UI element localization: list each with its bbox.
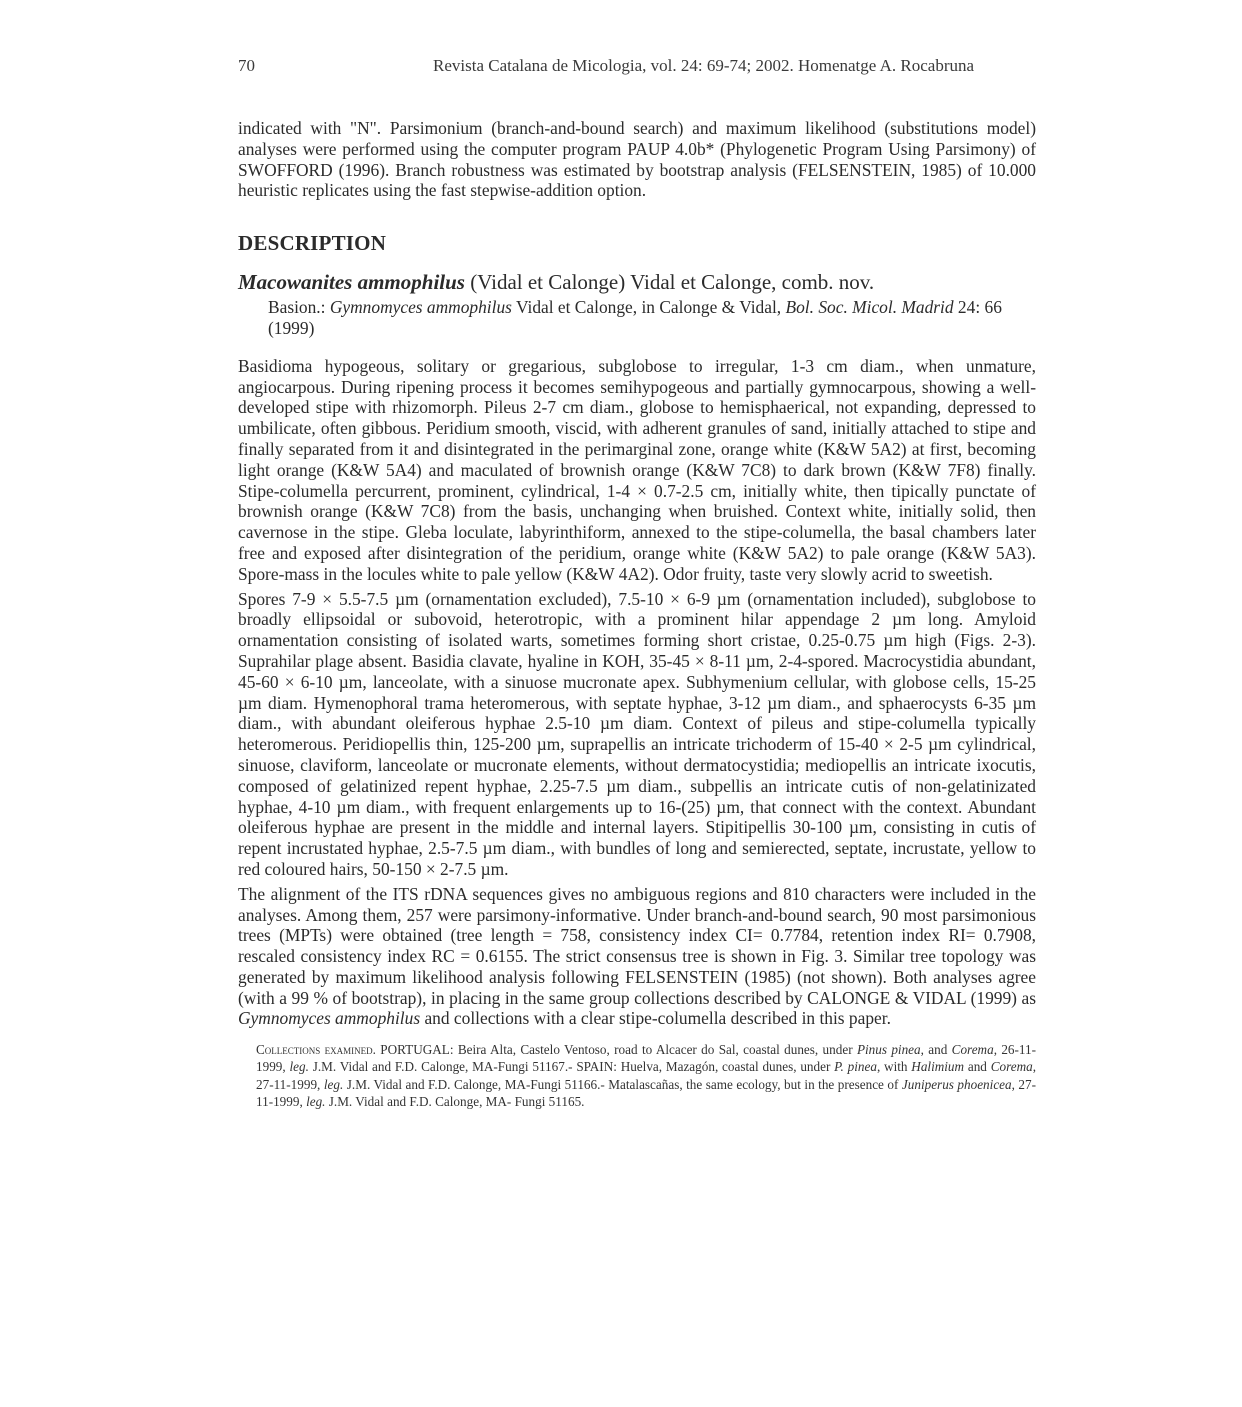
collections-taxon: Halimium — [911, 1059, 965, 1075]
basionym-text: Vidal et Calonge, in Calonge & Vidal, — [511, 297, 786, 318]
intro-paragraph: indicated with "N". Parsimonium (branch-and-bound search) and maximum likelihood (substitutions model) analyses were performed using the computer program PAUP 4.0b* (Phylogenetic Program Using Parsimony) of SWOFFORD (1996). Branch robustness was estimated by bootstrap analysis (FELSENSTEIN, 1985) of 10.000 heuristic replicates using the fast stepwise-addition option. — [238, 118, 1036, 201]
basionym-volume: 24: 66 (1999) — [268, 297, 1002, 338]
alignment-text: The alignment of the ITS rDNA sequences gives no ambiguous regions and 810 characters were included in the analyses. Among them, 257 were parsimony-informative. Under branch-and-bound search, 90 most parsimonious trees (MPTs) were obtained (tree length = 758, consistency index CI= 0.7784, retention index RI= 0.7908, rescaled consistency index RC = 0.6155. The strict consensus tree is shown in Fig. 3. Similar tree topology was generated by maximum likelihood analysis following FELSENSTEIN (1985) (not shown). Both analyses agree (with a 99 % of bootstrap), in placing in the same group collections described by CALONGE & VIDAL (1999) as — [238, 883, 1036, 1008]
collections-text: J.M. Vidal and F.D. Calonge, MA-Fungi 51166.- Matalascañas, the same ecology, but in the presence of — [343, 1076, 902, 1092]
spores-paragraph: Spores 7-9 × 5.5-7.5 µm (ornamentation excluded), 7.5-10 × 6-9 µm (ornamentation included), subglobose to broadly ellipsoidal or subovoid, heterotropic, with a prominent hilar appendage 2 µm long. Amyloid ornamentation consisting of isolated warts, sometimes forming short cristae, 0.25-0.75 µm high (Figs. 2-3). Suprahilar plage absent. Basidia clavate, hyaline in KOH, 35-45 × 8-11 µm, 2-4-spored. Macrocystidia abundant, 45-60 × 6-10 µm, lanceolate, with a sinuose mucronate apex. Subhymenium cellular, with globose cells, 15-25 µm diam. Hymenophoral trama heteromerous, with septate hyphae, 3-12 µm diam., and sphaerocysts 6-35 µm diam., with abundant oleiferous hyphae 2.5-10 µm diam. Context of pileus and stipe-columella typically heteromerous. Peridiopellis thin, 125-200 µm, suprapellis an intricate trichoderm of 15-40 × 2-5 µm cylindrical, sinuose, claviform, lanceolate or mucronate elements, without dermatocystidia; mediopellis an intricate ixocutis, composed of gelatinized repent hyphae, 2.25-7.5 µm diam., subpellis an intricate cutis of non-gelatinizated hyphae, 4-10 µm diam., with frequent enlargements up to 16-(25) µm, that connect with the context. Abundant oleiferous hyphae are present in the middle and internal layers. Stipitipellis 30-100 µm, consisting in cutis of repent incrustated hyphae, 2.5-7.5 µm diam., with bundles of long and semierected, septate, incrustate, yellow to red coloured hairs, 50-150 × 2-7.5 µm. — [238, 588, 1036, 879]
collections-leg: leg. — [323, 1076, 344, 1092]
collections-taxon: Corema — [951, 1042, 994, 1058]
collections-taxon: Juniperus phoenicea — [901, 1076, 1012, 1092]
collections-leg: leg. — [306, 1093, 326, 1109]
collections-text: , 27-11-1999, — [256, 1059, 1037, 1092]
taxon-heading — [238, 270, 1036, 295]
taxon-authority: (Vidal et Calonge) Vidal et Calonge, comb. nov. — [464, 270, 875, 295]
basionym-name: Gymnomyces ammophilus — [329, 297, 512, 318]
collections-text: , and — [920, 1042, 952, 1058]
basionym — [268, 297, 1036, 339]
alignment-paragraph — [238, 884, 1036, 1030]
collections-text: , with — [876, 1059, 912, 1075]
collections-taxon: P. pinea — [834, 1059, 877, 1075]
collections-taxon: Corema — [990, 1059, 1033, 1075]
collections-text: . PORTUGAL: Beira Alta, Castelo Ventoso, road to Alcacer do Sal, coastal dunes, under — [372, 1042, 857, 1058]
page-content — [238, 56, 1036, 1110]
basionym-journal: Bol. Soc. Micol. Madrid — [785, 297, 954, 318]
collections-text: and — [964, 1059, 991, 1075]
collections-examined — [256, 1041, 1036, 1110]
collections-text: , 27-11-1999, — [256, 1076, 1037, 1109]
running-head — [238, 56, 1036, 76]
journal-citation: Revista Catalana de Micologia, vol. 24: 69-74; 2002. Homenatge A. Rocabruna — [433, 56, 975, 75]
description-paragraph: Basidioma hypogeous, solitary or gregarious, subglobose to irregular, 1-3 cm diam., when unmature, angiocarpous. During ripening process it becomes semihypogeous and partially gymnocarpous, showing a well-developed stipe with rhizomorph. Pileus 2-7 cm diam., globose to hemisphaerical, not expanding, depressed to umbilicate, often gibbous. Peridium smooth, viscid, with adherent granules of sand, initially attached to stipe and finally separated from it and disintegrated in the perimarginal zone, orange white (K&W 5A2) at first, becoming light orange (K&W 5A4) and maculated of brownish orange (K&W 7C8) to dark brown (K&W 7F8) finally. Stipe-columella percurrent, prominent, cylindrical, 1-4 × 0.7-2.5 cm, initially white, then tipically punctate of brownish orange (K&W 7C8) from the basis, unchanging when bruished. Context white, initially solid, then cavernose in the stipe. Gleba loculate, labyrinthiform, annexed to the stipe-columella, the basal chambers later free and exposed after disintegration of the peridium, orange white (K&W 5A2) to pale orange (K&W 5A3). Spore-mass in the locules white to pale yellow (K&W 4A2). Odor fruity, taste very slowly acrid to sweetish. — [238, 355, 1036, 584]
collections-text: , 26-11-1999, — [256, 1042, 1036, 1075]
collections-text: J.M. Vidal and F.D. Calonge, MA- Fungi 51165. — [325, 1093, 585, 1109]
collections-taxon: Pinus pinea — [856, 1042, 921, 1058]
alignment-tail: and collections with a clear stipe-columella described in this paper. — [420, 1008, 891, 1029]
taxon-name: Macowanites ammophilus — [238, 270, 465, 295]
collections-text: J.M. Vidal and F.D. Calonge, MA-Fungi 51167.- SPAIN: Huelva, Mazagón, coastal dunes, under — [308, 1059, 835, 1075]
alignment-species: Gymnomyces ammophilus — [238, 1008, 421, 1029]
section-title: DESCRIPTION — [238, 231, 387, 256]
page-number: 70 — [238, 56, 255, 75]
collections-leg: leg. — [289, 1059, 309, 1075]
basionym-label: Basion.: — [268, 297, 330, 318]
collections-label: Collections examined — [256, 1042, 373, 1058]
